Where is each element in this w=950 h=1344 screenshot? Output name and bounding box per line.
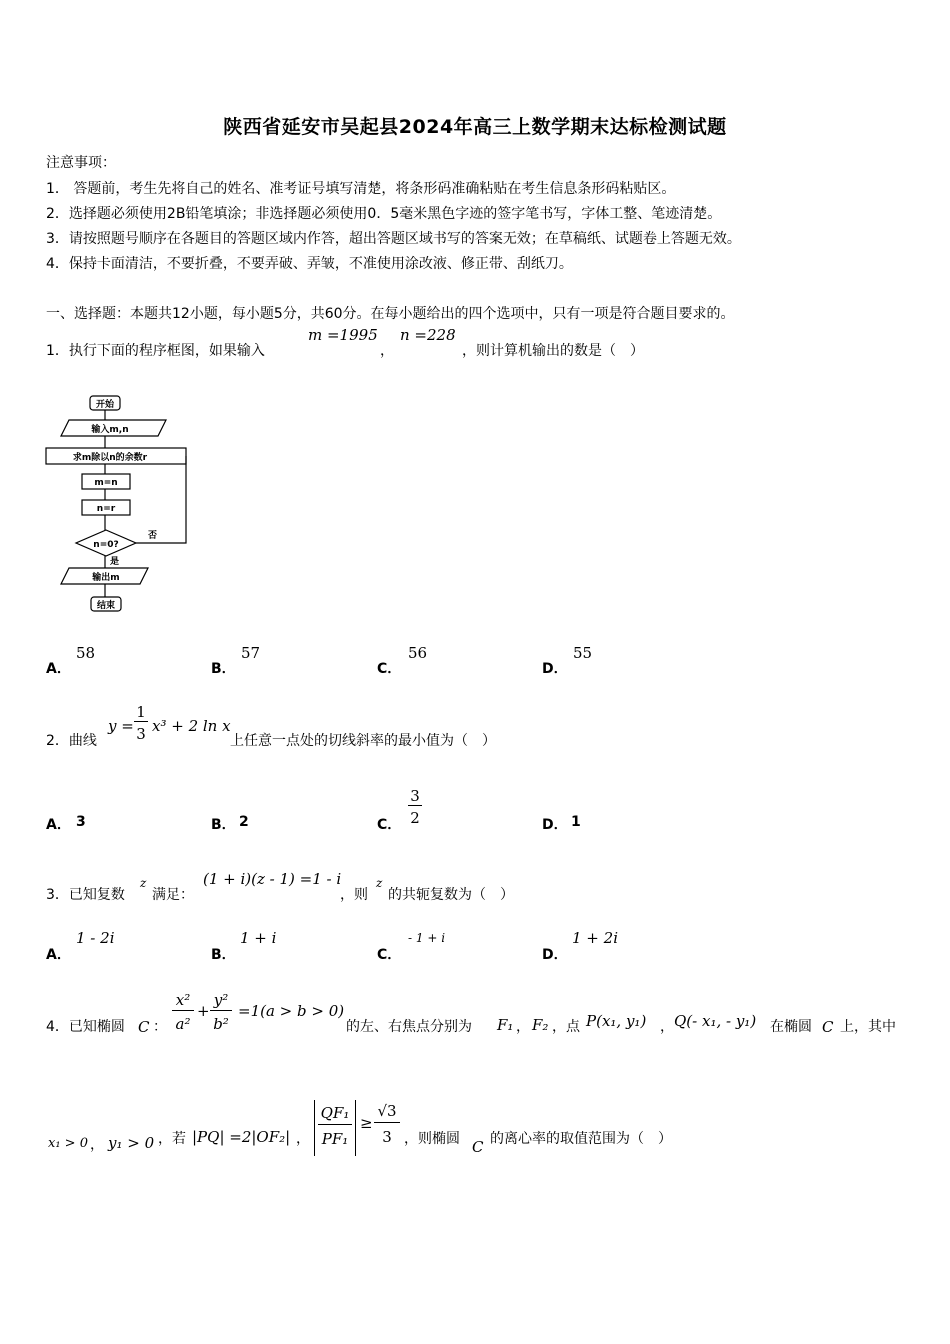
q4-t7: 的离心率的取值范围为（ ）: [490, 1131, 672, 1147]
q4-sep: ，: [516, 1019, 530, 1035]
q4-P: P(x₁, y₁): [586, 1012, 647, 1030]
q1-option-b-value: 57: [241, 644, 261, 662]
q2-eq-lhs: y =: [108, 717, 134, 735]
flow-start-text: 开始: [95, 400, 115, 410]
flow-condition-text: n=0?: [93, 540, 119, 550]
q3-option-a-value: 1 - 2i: [76, 929, 115, 947]
q4-sep3: ，: [90, 1137, 104, 1153]
q1-option-a-value: 58: [76, 644, 96, 662]
q4-cond1: x₁ > 0: [48, 1136, 88, 1151]
q1-option-a-label: A．: [46, 661, 71, 677]
q4-plus: +: [197, 1002, 210, 1020]
q3-mid: 满足：: [152, 887, 194, 903]
page-title: 陕西省延安市吴起县2024年高三上数学期末达标检测试题: [223, 116, 727, 138]
flow-no-label: 否: [148, 531, 158, 541]
q2-option-b-value: 2: [239, 814, 249, 830]
q2-option-a-value: 3: [76, 814, 86, 830]
q4-C-3: C: [472, 1138, 484, 1156]
q3-option-b-value: 1 + i: [240, 929, 277, 947]
q4-Q: Q(- x₁, - y₁): [674, 1012, 757, 1030]
q3-option-d-label: D．: [542, 947, 568, 963]
q2-option-c-label: C．: [377, 817, 402, 833]
q3-z-2: z: [376, 876, 383, 890]
q4-sqrt3: √3: [374, 1100, 400, 1123]
flow-end-text: 结束: [96, 601, 116, 611]
q4-C: C: [138, 1018, 150, 1036]
q4-x2: x²: [172, 990, 194, 1011]
flowchart: [44, 392, 194, 616]
q1-prefix: 1．执行下面的程序框图，如果输入: [46, 343, 265, 359]
q3-prefix: 3．已知复数: [46, 887, 125, 903]
q2-frac-num: 1: [134, 703, 148, 722]
q3-mid2: ，则: [340, 887, 368, 903]
q3-option-d-value: 1 + 2i: [572, 929, 618, 947]
q4-ge: ≥: [360, 1114, 373, 1132]
question-1: [46, 340, 265, 360]
q1-n-value: n =228: [400, 326, 456, 344]
note-item-4: 4．保持卡面清洁，不要折叠，不要弄破、弄皱，不准使用涂改液、修正带、刮纸刀。: [46, 256, 573, 272]
q4-eq1: =1(a > b > 0): [238, 1002, 345, 1020]
q2-suffix: 上任意一点处的切线斜率的最小值为（ ）: [230, 733, 496, 749]
q4-F1: F₁: [497, 1016, 514, 1034]
q2-option-c-num: 3: [408, 787, 422, 806]
flow-assign-m-text: m=n: [94, 478, 118, 488]
flow-output-text: 输出m: [92, 573, 120, 583]
q4-t1: 的左、右焦点分别为: [346, 1019, 472, 1035]
q1-option-c-value: 56: [408, 644, 428, 662]
q4-abs-right-bar: [355, 1100, 356, 1156]
q3-option-c-label: C．: [377, 947, 402, 963]
q4-ratio-den: PF₁: [321, 1130, 349, 1148]
flow-yes-label: 是: [110, 557, 120, 567]
flow-remainder-text: 求m除以n的余数r: [72, 453, 148, 463]
q3-equation: (1 + i)(z - 1) =1 - i: [203, 870, 342, 888]
notes-heading: 注意事项：: [46, 155, 116, 171]
q1-option-b-label: B．: [211, 661, 236, 677]
q4-eq2: |PQ| =2|OF₂|: [192, 1128, 291, 1146]
q4-t3: 在椭圆: [770, 1019, 812, 1035]
q1-suffix: ，则计算机输出的数是（ ）: [462, 343, 644, 359]
q1-m-value: m =1995: [308, 326, 378, 344]
q4-sep2: ，: [660, 1019, 674, 1035]
q3-suffix: 的共轭复数为（ ）: [388, 887, 514, 903]
q2-option-b-label: B．: [211, 817, 236, 833]
q4-t5: ，若: [158, 1131, 186, 1147]
q1-option-c-label: C．: [377, 661, 402, 677]
q3-option-b-label: B．: [211, 947, 236, 963]
section-heading: 一、选择题：本题共12小题，每小题5分，共60分。在每小题给出的四个选项中，只有一项是符合题目要求的。: [46, 306, 735, 322]
q4-C-2: C: [822, 1018, 834, 1036]
q2-option-d-label: D．: [542, 817, 568, 833]
q4-F2: F₂: [532, 1016, 549, 1034]
q2-option-a-label: A．: [46, 817, 71, 833]
q1-option-d-label: D．: [542, 661, 568, 677]
q2-option-c-den: 2: [410, 809, 420, 827]
note-item-3: 3．请按照题号顺序在各题目的答题区域内作答，超出答题区域书写的答案无效；在草稿纸、试题卷上答题无效。: [46, 231, 741, 247]
q2-option-d-value: 1: [571, 814, 581, 830]
q3-option-a-label: A．: [46, 947, 71, 963]
q4-colon: ：: [153, 1019, 167, 1035]
flow-assign-n-text: n=r: [96, 504, 116, 514]
q4-b2: b²: [213, 1015, 229, 1033]
q4-t4: 上，其中: [840, 1019, 896, 1035]
q4-cond2: y₁ > 0: [108, 1134, 155, 1152]
q3-z: z: [140, 876, 147, 890]
q2-frac-den: 3: [136, 725, 146, 743]
note-item-1: 1． 答题前，考生先将自己的姓名、准考证号填写清楚，将条形码准确粘贴在考生信息条形码粘贴区。: [46, 181, 676, 197]
q4-three: 3: [382, 1128, 392, 1146]
note-item-2: 2．选择题必须使用2B铅笔填涂；非选择题必须使用0．5毫米黑色字迹的签字笔书写，字体工整、笔迹清楚。: [46, 206, 722, 222]
q2-prefix: 2．曲线: [46, 733, 97, 749]
q4-abs-left-bar: [314, 1100, 315, 1156]
q4-prefix: 4．已知椭圆: [46, 1019, 125, 1035]
q2-eq-rest: x³ + 2 ln x: [152, 717, 231, 735]
q1-option-d-value: 55: [573, 644, 593, 662]
q4-t2: ，点: [552, 1019, 580, 1035]
q1-comma: ，: [380, 343, 394, 359]
q4-t6: ，则椭圆: [404, 1131, 460, 1147]
q4-y2: y²: [210, 990, 232, 1011]
q4-a2: a²: [175, 1015, 191, 1033]
flow-input-text: 输入m,n: [91, 425, 129, 435]
q3-option-c-value: - 1 + i: [408, 931, 446, 945]
q4-sep4: ，: [296, 1131, 310, 1147]
q4-ratio-num: QF₁: [318, 1102, 352, 1125]
